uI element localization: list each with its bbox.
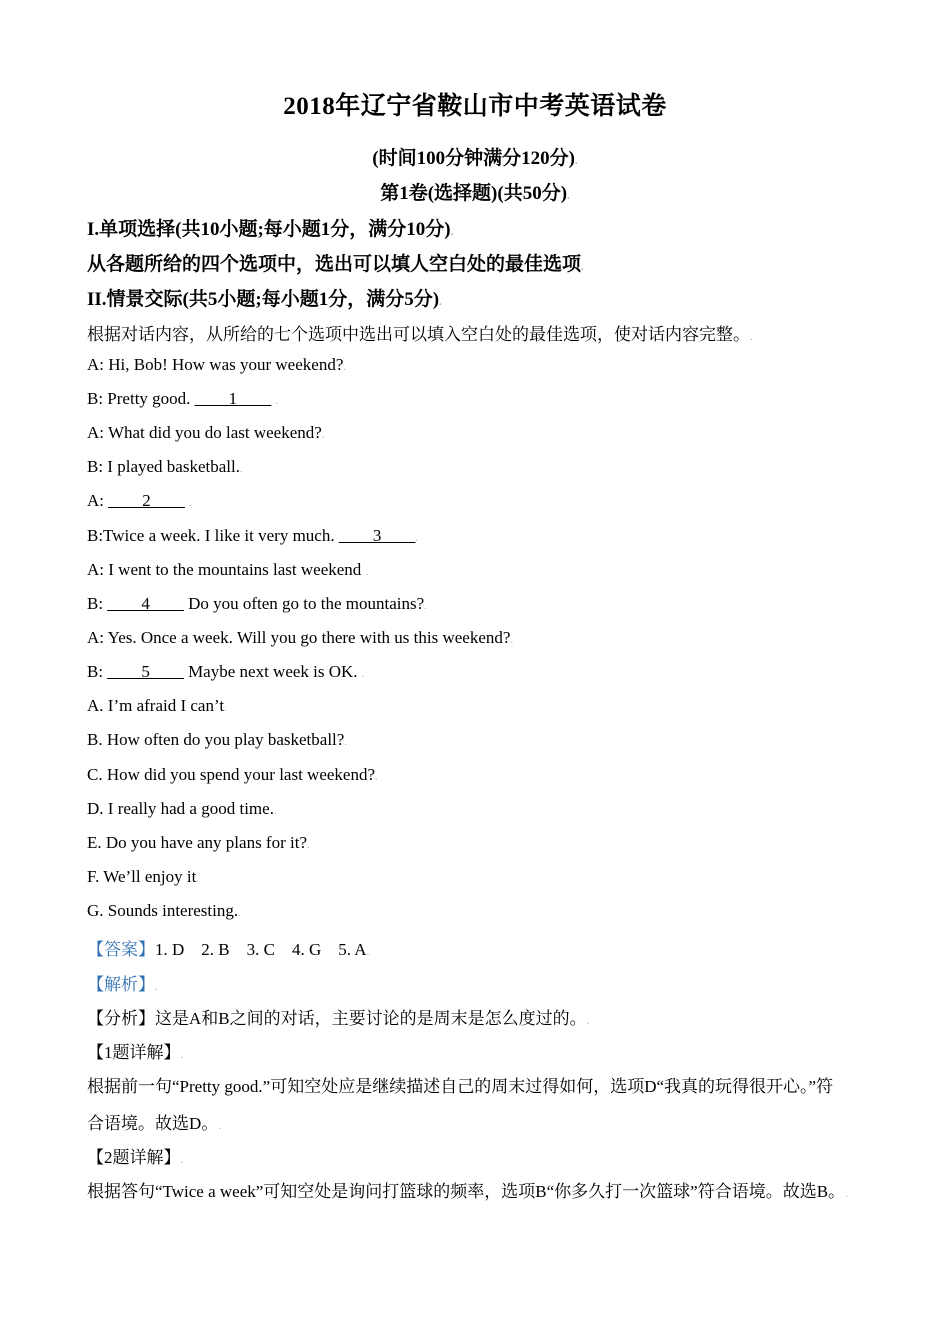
- paragraph-mark: .: [567, 190, 570, 202]
- paragraph-mark: .: [845, 1188, 848, 1200]
- paragraph-mark: .: [361, 668, 365, 680]
- paragraph-mark: .: [307, 839, 310, 851]
- dialogue-text: B:: [87, 594, 108, 613]
- dialogue-text: A: I went to the mountains last weekend: [87, 560, 366, 579]
- detail1-text: 根据前一句“Pretty good.”可知空处应是继续描述自己的周末过得如何，选项D“我真的玩得很开心。”符: [87, 1077, 834, 1096]
- dialogue-text: A: Yes. Once a week. Will you go there with us this weekend?: [87, 628, 511, 647]
- dialogue-line: [87, 594, 427, 614]
- subtitle-text: (时间100分钟满分120分): [372, 148, 575, 169]
- section2-heading-text: II.情景交际(共5小题;每小题1分，满分5分): [87, 289, 440, 310]
- paragraph-mark: .: [510, 634, 514, 646]
- paragraph-mark: .: [366, 946, 370, 958]
- exam-title: 2018年辽宁省鞍山市中考英语试卷: [283, 93, 667, 120]
- paragraph-mark: .: [180, 1049, 184, 1061]
- paragraph-mark: .: [239, 463, 243, 475]
- answer-text: 1. D 2. B 3. C 4. G 5. A: [155, 940, 367, 959]
- dialogue-text: B: I played basketball.: [87, 457, 240, 476]
- option-item: [87, 901, 241, 921]
- detail1-label-text: 【1题详解】: [87, 1043, 181, 1062]
- paragraph-mark: .: [581, 261, 584, 273]
- option-item: [87, 867, 199, 887]
- detail2-text: 根据答句“Twice a week”可知空处是询问打篮球的频率，选项B“你多久打一次篮球”符合语境。故选B。: [87, 1182, 846, 1201]
- paragraph-mark: .: [586, 1015, 590, 1027]
- option-item: [87, 833, 310, 853]
- option-item: [87, 696, 227, 716]
- analysis-summary-text: 【分析】这是A和B之间的对话，主要讨论的是周末是怎么度过的。: [87, 1009, 587, 1028]
- answer-blank-2: ____2____: [108, 491, 185, 510]
- paragraph-mark: .: [180, 1154, 184, 1166]
- analysis-label: 【解析】: [87, 975, 155, 994]
- detail2-label-text: 【2题详解】: [87, 1148, 181, 1167]
- answer-blank-5: ____5____: [107, 662, 184, 681]
- dialogue-line: [87, 662, 365, 682]
- paragraph-mark: .: [574, 155, 578, 167]
- paragraph-mark: .: [424, 600, 427, 612]
- section1-instruction: [87, 249, 584, 276]
- detail2-label: [87, 1143, 183, 1168]
- option-text: G. Sounds interesting.: [87, 901, 239, 920]
- section2-instruction: [87, 320, 753, 345]
- section1-instruction-text: 从各题所给的四个选项中，选出可以填人空白处的最佳选项: [87, 254, 582, 275]
- analysis-line: [87, 970, 158, 995]
- dialogue-line: [87, 423, 325, 443]
- option-text: E. Do you have any plans for it?: [87, 833, 307, 852]
- dialogue-text: B:: [87, 662, 108, 681]
- paragraph-mark: .: [196, 873, 200, 885]
- option-text: C. How did you spend your last weekend?: [87, 765, 376, 784]
- dialogue-text: A: Hi, Bob! How was your weekend?: [87, 355, 344, 374]
- detail1-line1: [87, 1072, 833, 1097]
- paragraph-mark: .: [275, 395, 279, 407]
- dialogue-text: B:Twice a week. I like it very much.: [87, 526, 339, 545]
- volume-text: 第1卷(选择题)(共50分): [380, 183, 568, 204]
- paragraph-mark: .: [415, 532, 419, 544]
- paragraph-mark: .: [321, 429, 325, 441]
- option-text: D. I really had a good time.: [87, 799, 274, 818]
- answer-blank-3: ____3____: [338, 526, 416, 545]
- option-item: [87, 799, 277, 819]
- answer-line: [87, 935, 369, 960]
- dialogue-line: [87, 389, 278, 409]
- detail1-text: 合语境。故选D。: [87, 1114, 219, 1133]
- answer-blank-1: ____1____: [194, 389, 272, 408]
- dialogue-text: A: What did you do last weekend?: [87, 423, 322, 442]
- analysis-summary: [87, 1004, 589, 1029]
- dialogue-text: Do you often go to the mountains?: [183, 594, 425, 613]
- paragraph-mark: .: [375, 771, 378, 783]
- dialogue-text: Maybe next week is OK.: [183, 662, 362, 681]
- volume-heading: [0, 178, 950, 205]
- paragraph-mark: .: [344, 736, 348, 748]
- paragraph-mark: .: [218, 1120, 222, 1132]
- section1-heading: [87, 214, 453, 241]
- paragraph-mark: .: [343, 361, 347, 373]
- detail1-label: [87, 1038, 183, 1063]
- detail2-line1: [87, 1177, 848, 1202]
- paragraph-mark: .: [224, 702, 227, 714]
- exam-subtitle: [0, 143, 950, 170]
- dialogue-line: [87, 628, 513, 648]
- dialogue-text: A:: [87, 491, 109, 510]
- paragraph-mark: .: [189, 497, 192, 509]
- detail1-line2: [87, 1109, 221, 1134]
- dialogue-line: [87, 560, 368, 580]
- paragraph-mark: .: [439, 296, 442, 308]
- section1-heading-text: I.单项选择(共10小题;每小题1分，满分10分): [87, 219, 451, 240]
- answer-blank-4: ____4____: [107, 594, 184, 613]
- option-text: A. I’m afraid I can’t: [87, 696, 225, 715]
- section2-heading: [87, 284, 442, 311]
- paragraph-mark: .: [238, 907, 241, 919]
- dialogue-text: B: Pretty good.: [87, 389, 195, 408]
- section2-instruction-text: 根据对话内容，从所给的七个选项中选出可以填入空白处的最佳选项，使对话内容完整。: [87, 325, 750, 344]
- dialogue-line: [87, 491, 192, 511]
- option-text: F. We’ll enjoy it: [87, 867, 197, 886]
- dialogue-line: [87, 457, 243, 477]
- paragraph-mark: .: [365, 566, 369, 578]
- dialogue-line: [87, 355, 346, 375]
- dialogue-line: [87, 526, 418, 546]
- option-text: B. How often do you play basketball?: [87, 730, 345, 749]
- answer-label: 【答案】: [87, 940, 155, 959]
- paragraph-mark: .: [273, 805, 277, 817]
- option-item: [87, 765, 378, 785]
- option-item: [87, 730, 347, 750]
- paragraph-mark: .: [155, 981, 158, 993]
- paragraph-mark: .: [750, 331, 753, 343]
- paragraph-mark: .: [450, 226, 454, 238]
